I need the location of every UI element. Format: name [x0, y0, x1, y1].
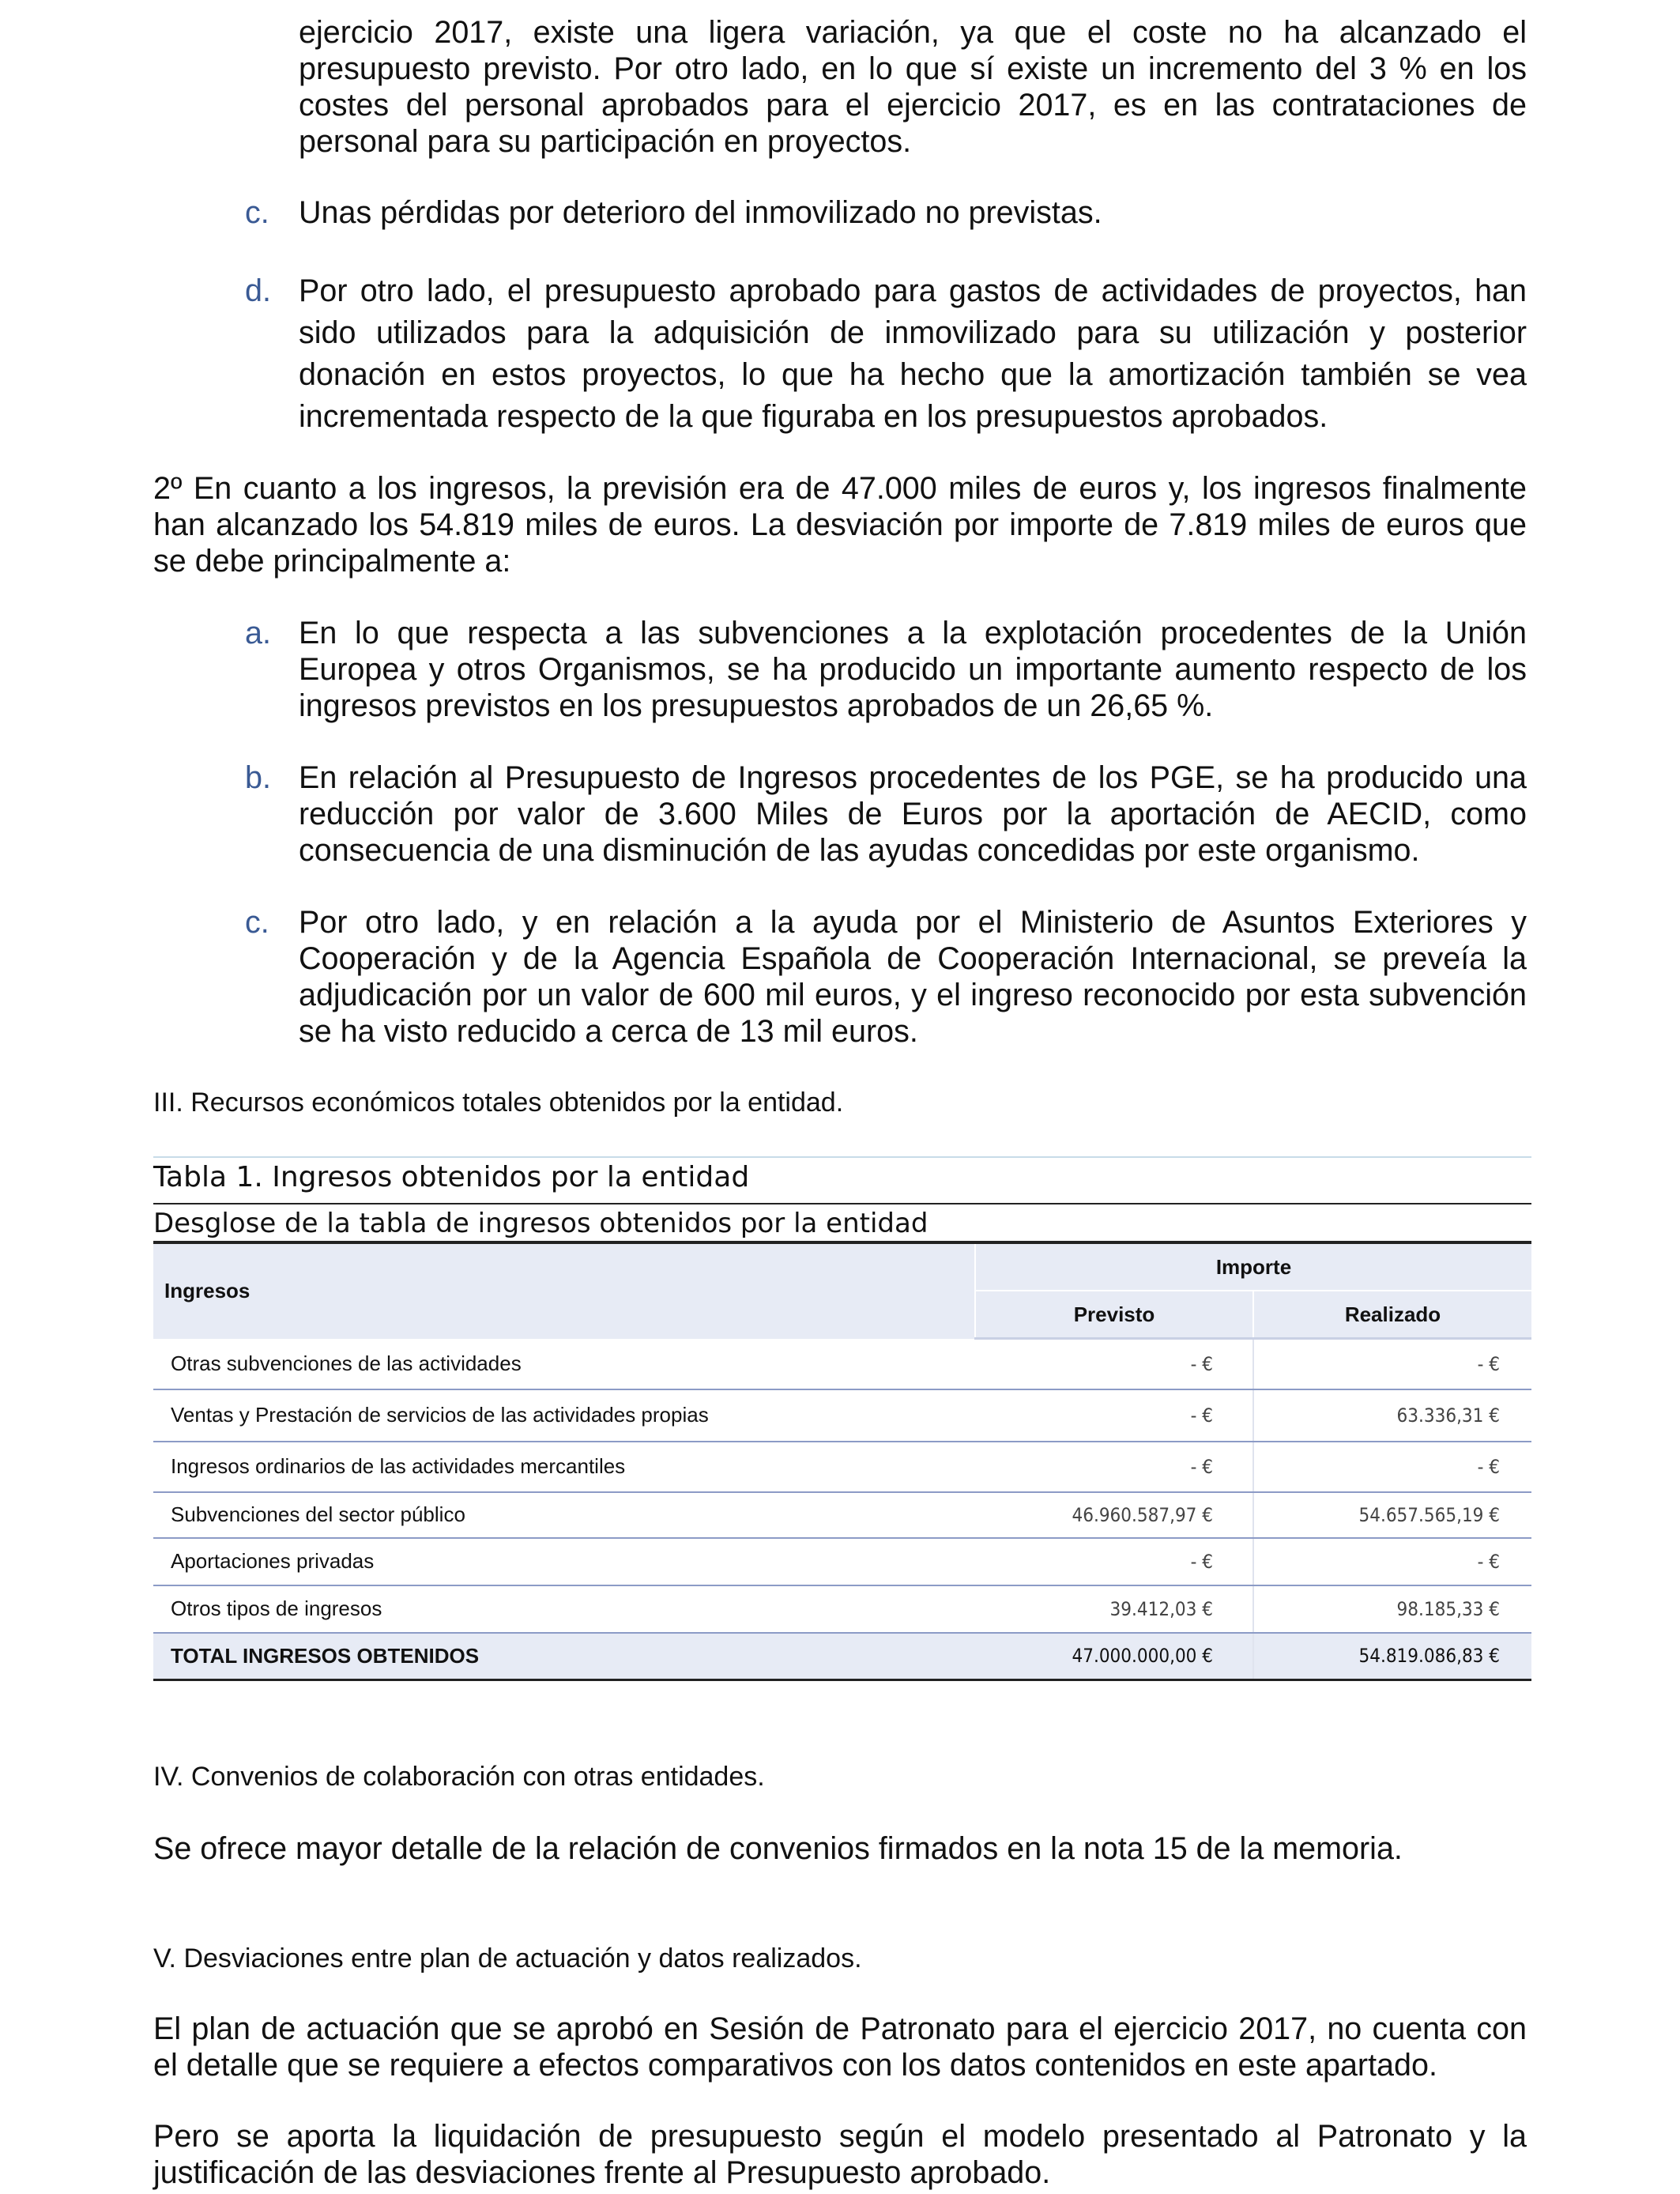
table-total-row [153, 1633, 1531, 1680]
section-v-text-2: Pero se aporta la liquidación de presupuesto según el modelo presentado al Patronato y la justificación de las desviaciones frente al Presupuesto aprobado. [153, 2119, 1527, 2190]
list-marker: a. [245, 616, 271, 650]
list-marker: d. [245, 273, 271, 308]
income-paragraph: 2º En cuanto a los ingresos, la previsión era de 47.000 miles de euros y, los ingresos finalmente han alcanzado los 54.819 miles de euros. La desviación por importe de 7.819 miles de euros que se debe principalmente a: [153, 471, 1527, 579]
table-top-rule [153, 1156, 1531, 1158]
list-item-text: Por otro lado, el presupuesto aprobado para gastos de actividades de proyectos, han sido utilizados para la adquisición de inmovilizado para su utilización y posterior donación en estos proyectos, lo que ha hecho que la amortización también se vea incrementada respecto de la que figuraba en los presupuestos aprobados. [299, 273, 1527, 434]
total-realizado: 54.819.086,83 € [1253, 1633, 1531, 1680]
cell-realizado: - € [1253, 1538, 1531, 1585]
intro-paragraph: ejercicio 2017, existe una ligera variación, ya que el coste no ha alcanzado el presupuesto previsto. Por otro lado, en lo que sí existe un incremento del 3 % en los costes del personal aprobados para el ejercicio 2017, es en las contrataciones de personal para su participación en proyectos. [299, 15, 1527, 159]
total-previsto: 47.000.000,00 € [975, 1633, 1253, 1680]
table-row [153, 1339, 1531, 1389]
table-row [153, 1442, 1531, 1492]
table-row [153, 1585, 1531, 1633]
table-title: Tabla 1. Ingresos obtenidos por la entidad [153, 1161, 750, 1193]
row-label: Ventas y Prestación de servicios de las actividades propias [153, 1389, 975, 1442]
col-header-importe: Importe [975, 1244, 1531, 1291]
cell-realizado: - € [1253, 1442, 1531, 1492]
row-label: Otras subvenciones de las actividades [153, 1339, 975, 1389]
cell-realizado: 98.185,33 € [1253, 1585, 1531, 1633]
list-marker: c. [245, 195, 269, 230]
list-item-text: En relación al Presupuesto de Ingresos procedentes de los PGE, se ha producido una reducción por valor de 3.600 Miles de Euros por la aportación de AECID, como consecuencia de una disminución de las ayudas concedidas por este organismo. [299, 760, 1527, 868]
total-label: TOTAL INGRESOS OBTENIDOS [153, 1633, 975, 1680]
list-item-text: Unas pérdidas por deterioro del inmovilizado no previstas. [299, 195, 1102, 230]
table-row [153, 1538, 1531, 1585]
income-table [153, 1244, 1531, 1681]
cell-previsto: - € [975, 1538, 1253, 1585]
row-label: Ingresos ordinarios de las actividades mercantiles [153, 1442, 975, 1492]
table-row [153, 1389, 1531, 1442]
section-heading-v: V. Desviaciones entre plan de actuación y datos realizados. [153, 1943, 862, 1973]
col-header-previsto: Previsto [975, 1291, 1253, 1339]
table-header-row [153, 1244, 1531, 1291]
table-row [153, 1492, 1531, 1538]
row-label: Otros tipos de ingresos [153, 1585, 975, 1633]
list-item-text: En lo que respecta a las subvenciones a la explotación procedentes de la Unión Europea y otros Organismos, se ha producido un importante aumento respecto de los ingresos previstos en los presupuestos aprobados de un 26,65 %. [299, 616, 1527, 723]
section-heading-iv: IV. Convenios de colaboración con otras entidades. [153, 1762, 765, 1792]
list-marker: c. [245, 905, 269, 940]
cell-realizado: 63.336,31 € [1253, 1389, 1531, 1442]
col-header-ingresos: Ingresos [153, 1244, 975, 1339]
col-header-realizado: Realizado [1253, 1291, 1531, 1339]
section-heading-iii: III. Recursos económicos totales obtenidos por la entidad. [153, 1088, 844, 1118]
section-v-text-1: El plan de actuación que se aprobó en Sesión de Patronato para el ejercicio 2017, no cuenta con el detalle que se requiere a efectos comparativos con los datos contenidos en este apartado. [153, 2011, 1527, 2083]
cell-realizado: - € [1253, 1339, 1531, 1389]
list-marker: b. [245, 760, 271, 795]
table-subtitle: Desglose de la tabla de ingresos obtenidos por la entidad [153, 1208, 929, 1239]
cell-previsto: - € [975, 1339, 1253, 1389]
cell-previsto: 46.960.587,97 € [975, 1492, 1253, 1538]
cell-realizado: 54.657.565,19 € [1253, 1492, 1531, 1538]
row-label: Subvenciones del sector público [153, 1492, 975, 1538]
list-item-text: Por otro lado, y en relación a la ayuda por el Ministerio de Asuntos Exteriores y Cooperación y de la Agencia Española de Cooperación Internacional, se preveía la adjudicación por un valor de 600 mil euros, y el ingreso reconocido por esta subvención se ha visto reducido a cerca de 13 mil euros. [299, 905, 1527, 1049]
cell-previsto: 39.412,03 € [975, 1585, 1253, 1633]
cell-previsto: - € [975, 1389, 1253, 1442]
section-iv-text: Se ofrece mayor detalle de la relación de convenios firmados en la nota 15 de la memoria. [153, 1831, 1403, 1866]
table-title-rule [153, 1203, 1531, 1204]
cell-previsto: - € [975, 1442, 1253, 1492]
row-label: Aportaciones privadas [153, 1538, 975, 1585]
